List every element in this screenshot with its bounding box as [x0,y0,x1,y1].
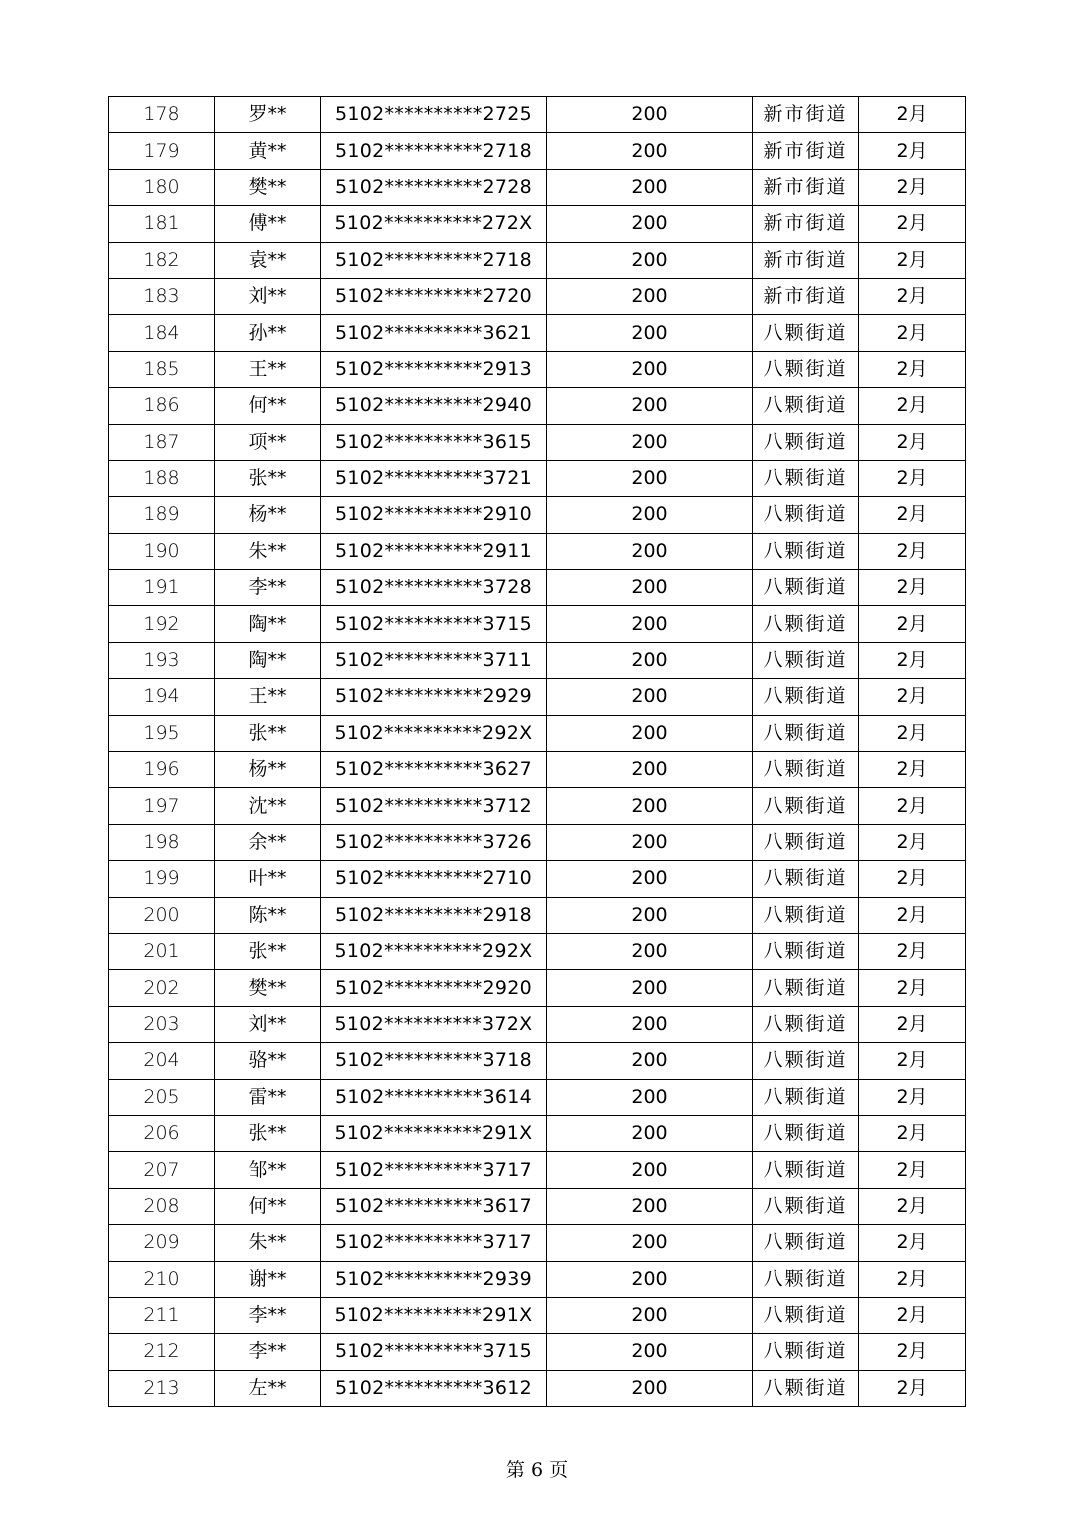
page-number: 第 6 页 [505,1459,569,1481]
month-cell: 2月 [859,533,966,569]
id-number-cell: 5102**********3726 [321,824,547,860]
row-number-cell: 207 [109,1152,215,1188]
table-row [109,1152,966,1188]
row-number-cell: 181 [109,206,215,242]
row-number-cell: 184 [109,315,215,351]
month-cell: 2月 [859,752,966,788]
row-number-cell: 183 [109,278,215,314]
table-row [109,970,966,1006]
street-cell: 八颗街道 [753,824,859,860]
id-number-cell: 5102**********3717 [321,1225,547,1261]
amount-cell: 200 [547,1152,753,1188]
amount-cell: 200 [547,1043,753,1079]
table-row [109,1225,966,1261]
id-number-cell: 5102**********292X [321,933,547,969]
table-row [109,278,966,314]
month-cell: 2月 [859,1334,966,1370]
row-number-cell: 182 [109,242,215,278]
amount-cell: 200 [547,897,753,933]
month-cell: 2月 [859,861,966,897]
street-cell: 八颗街道 [753,970,859,1006]
table-row [109,1115,966,1151]
month-cell: 2月 [859,351,966,387]
row-number-cell: 191 [109,570,215,606]
street-cell: 八颗街道 [753,1370,859,1406]
name-cell: 陈** [215,897,321,933]
month-cell: 2月 [859,206,966,242]
table-row [109,533,966,569]
name-cell: 孙** [215,315,321,351]
name-cell: 刘** [215,1006,321,1042]
amount-cell: 200 [547,315,753,351]
street-cell: 八颗街道 [753,1261,859,1297]
name-cell: 袁** [215,242,321,278]
table-row [109,424,966,460]
name-cell: 张** [215,933,321,969]
table-row [109,1079,966,1115]
street-cell: 八颗街道 [753,715,859,751]
id-number-cell: 5102**********2720 [321,278,547,314]
name-cell: 陶** [215,606,321,642]
id-number-cell: 5102**********3711 [321,642,547,678]
street-cell: 八颗街道 [753,424,859,460]
street-cell: 八颗街道 [753,933,859,969]
name-cell: 雷** [215,1079,321,1115]
id-number-cell: 5102**********372X [321,1006,547,1042]
id-number-cell: 5102**********291X [321,1115,547,1151]
table-row [109,1261,966,1297]
month-cell: 2月 [859,133,966,169]
street-cell: 八颗街道 [753,679,859,715]
row-number-cell: 192 [109,606,215,642]
month-cell: 2月 [859,242,966,278]
row-number-cell: 198 [109,824,215,860]
street-cell: 八颗街道 [753,1188,859,1224]
id-number-cell: 5102**********2918 [321,897,547,933]
month-cell: 2月 [859,315,966,351]
street-cell: 八颗街道 [753,606,859,642]
id-number-cell: 5102**********2911 [321,533,547,569]
name-cell: 张** [215,1115,321,1151]
row-number-cell: 209 [109,1225,215,1261]
id-number-cell: 5102**********3617 [321,1188,547,1224]
id-number-cell: 5102**********291X [321,1297,547,1333]
street-cell: 新市街道 [753,242,859,278]
amount-cell: 200 [547,642,753,678]
amount-cell: 200 [547,1297,753,1333]
amount-cell: 200 [547,460,753,496]
name-cell: 何** [215,1188,321,1224]
row-number-cell: 196 [109,752,215,788]
month-cell: 2月 [859,1297,966,1333]
id-number-cell: 5102**********3615 [321,424,547,460]
street-cell: 八颗街道 [753,1225,859,1261]
table-row [109,460,966,496]
month-cell: 2月 [859,1006,966,1042]
amount-cell: 200 [547,933,753,969]
id-number-cell: 5102**********3621 [321,315,547,351]
month-cell: 2月 [859,715,966,751]
street-cell: 新市街道 [753,97,859,133]
street-cell: 新市街道 [753,206,859,242]
id-number-cell: 5102**********2728 [321,169,547,205]
month-cell: 2月 [859,679,966,715]
id-number-cell: 5102**********3715 [321,606,547,642]
row-number-cell: 178 [109,97,215,133]
name-cell: 朱** [215,1225,321,1261]
row-number-cell: 194 [109,679,215,715]
table-row [109,169,966,205]
name-cell: 黄** [215,133,321,169]
amount-cell: 200 [547,1006,753,1042]
row-number-cell: 179 [109,133,215,169]
table-row [109,351,966,387]
table-row [109,388,966,424]
street-cell: 八颗街道 [753,497,859,533]
id-number-cell: 5102**********3712 [321,788,547,824]
name-cell: 邹** [215,1152,321,1188]
amount-cell: 200 [547,278,753,314]
name-cell: 杨** [215,752,321,788]
table-row [109,715,966,751]
month-cell: 2月 [859,1188,966,1224]
street-cell: 新市街道 [753,133,859,169]
row-number-cell: 187 [109,424,215,460]
street-cell: 八颗街道 [753,1079,859,1115]
amount-cell: 200 [547,497,753,533]
row-number-cell: 186 [109,388,215,424]
name-cell: 刘** [215,278,321,314]
street-cell: 新市街道 [753,169,859,205]
row-number-cell: 211 [109,1297,215,1333]
street-cell: 八颗街道 [753,351,859,387]
month-cell: 2月 [859,788,966,824]
street-cell: 八颗街道 [753,1297,859,1333]
id-number-cell: 5102**********3715 [321,1334,547,1370]
street-cell: 八颗街道 [753,752,859,788]
row-number-cell: 208 [109,1188,215,1224]
row-number-cell: 202 [109,970,215,1006]
amount-cell: 200 [547,606,753,642]
table-row [109,606,966,642]
name-cell: 傅** [215,206,321,242]
name-cell: 谢** [215,1261,321,1297]
amount-cell: 200 [547,752,753,788]
month-cell: 2月 [859,169,966,205]
id-number-cell: 5102**********3612 [321,1370,547,1406]
row-number-cell: 190 [109,533,215,569]
table-row [109,1043,966,1079]
row-number-cell: 205 [109,1079,215,1115]
id-number-cell: 5102**********3627 [321,752,547,788]
row-number-cell: 180 [109,169,215,205]
id-number-cell: 5102**********2940 [321,388,547,424]
row-number-cell: 213 [109,1370,215,1406]
name-cell: 杨** [215,497,321,533]
row-number-cell: 197 [109,788,215,824]
table-row [109,133,966,169]
name-cell: 项** [215,424,321,460]
name-cell: 樊** [215,970,321,1006]
amount-cell: 200 [547,1261,753,1297]
amount-cell: 200 [547,1115,753,1151]
street-cell: 八颗街道 [753,1006,859,1042]
name-cell: 王** [215,679,321,715]
month-cell: 2月 [859,278,966,314]
month-cell: 2月 [859,497,966,533]
street-cell: 八颗街道 [753,570,859,606]
amount-cell: 200 [547,533,753,569]
street-cell: 八颗街道 [753,861,859,897]
table-row [109,861,966,897]
subsidy-list-table [108,96,966,1407]
month-cell: 2月 [859,388,966,424]
month-cell: 2月 [859,1079,966,1115]
table-row [109,570,966,606]
month-cell: 2月 [859,1152,966,1188]
amount-cell: 200 [547,861,753,897]
name-cell: 张** [215,715,321,751]
amount-cell: 200 [547,133,753,169]
name-cell: 王** [215,351,321,387]
month-cell: 2月 [859,570,966,606]
month-cell: 2月 [859,1261,966,1297]
id-number-cell: 5102**********2939 [321,1261,547,1297]
street-cell: 八颗街道 [753,460,859,496]
name-cell: 李** [215,570,321,606]
month-cell: 2月 [859,606,966,642]
street-cell: 八颗街道 [753,897,859,933]
street-cell: 八颗街道 [753,642,859,678]
amount-cell: 200 [547,351,753,387]
row-number-cell: 195 [109,715,215,751]
id-number-cell: 5102**********2920 [321,970,547,1006]
row-number-cell: 204 [109,1043,215,1079]
amount-cell: 200 [547,1225,753,1261]
name-cell: 樊** [215,169,321,205]
id-number-cell: 5102**********3718 [321,1043,547,1079]
month-cell: 2月 [859,642,966,678]
table-row [109,1370,966,1406]
month-cell: 2月 [859,460,966,496]
row-number-cell: 201 [109,933,215,969]
row-number-cell: 193 [109,642,215,678]
amount-cell: 200 [547,388,753,424]
row-number-cell: 188 [109,460,215,496]
name-cell: 沈** [215,788,321,824]
table-row [109,679,966,715]
table-row [109,752,966,788]
id-number-cell: 5102**********3728 [321,570,547,606]
month-cell: 2月 [859,424,966,460]
row-number-cell: 200 [109,897,215,933]
table-row [109,824,966,860]
month-cell: 2月 [859,970,966,1006]
table-row [109,97,966,133]
month-cell: 2月 [859,824,966,860]
table-row [109,1334,966,1370]
street-cell: 八颗街道 [753,1334,859,1370]
table-row [109,497,966,533]
id-number-cell: 5102**********2710 [321,861,547,897]
amount-cell: 200 [547,1188,753,1224]
amount-cell: 200 [547,424,753,460]
street-cell: 八颗街道 [753,315,859,351]
name-cell: 陶** [215,642,321,678]
month-cell: 2月 [859,97,966,133]
amount-cell: 200 [547,679,753,715]
month-cell: 2月 [859,1225,966,1261]
id-number-cell: 5102**********2929 [321,679,547,715]
amount-cell: 200 [547,1334,753,1370]
id-number-cell: 5102**********2718 [321,242,547,278]
row-number-cell: 206 [109,1115,215,1151]
amount-cell: 200 [547,169,753,205]
row-number-cell: 212 [109,1334,215,1370]
month-cell: 2月 [859,1370,966,1406]
name-cell: 张** [215,460,321,496]
name-cell: 罗** [215,97,321,133]
table-row [109,1188,966,1224]
amount-cell: 200 [547,1370,753,1406]
table-row [109,788,966,824]
table-row [109,897,966,933]
row-number-cell: 189 [109,497,215,533]
street-cell: 八颗街道 [753,388,859,424]
id-number-cell: 5102**********2910 [321,497,547,533]
row-number-cell: 203 [109,1006,215,1042]
street-cell: 八颗街道 [753,1115,859,1151]
month-cell: 2月 [859,933,966,969]
month-cell: 2月 [859,897,966,933]
amount-cell: 200 [547,788,753,824]
name-cell: 李** [215,1334,321,1370]
table-row [109,642,966,678]
name-cell: 李** [215,1297,321,1333]
amount-cell: 200 [547,715,753,751]
street-cell: 八颗街道 [753,1043,859,1079]
name-cell: 朱** [215,533,321,569]
name-cell: 叶** [215,861,321,897]
row-number-cell: 199 [109,861,215,897]
amount-cell: 200 [547,570,753,606]
street-cell: 八颗街道 [753,788,859,824]
street-cell: 八颗街道 [753,1152,859,1188]
table-row [109,206,966,242]
table-row [109,1297,966,1333]
name-cell: 左** [215,1370,321,1406]
table-body [109,97,966,1407]
amount-cell: 200 [547,242,753,278]
id-number-cell: 5102**********2725 [321,97,547,133]
table-row [109,933,966,969]
street-cell: 八颗街道 [753,533,859,569]
row-number-cell: 185 [109,351,215,387]
id-number-cell: 5102**********3614 [321,1079,547,1115]
table-row [109,315,966,351]
name-cell: 骆** [215,1043,321,1079]
id-number-cell: 5102**********2913 [321,351,547,387]
id-number-cell: 5102**********3721 [321,460,547,496]
table-row [109,1006,966,1042]
id-number-cell: 5102**********3717 [321,1152,547,1188]
amount-cell: 200 [547,824,753,860]
amount-cell: 200 [547,970,753,1006]
name-cell: 何** [215,388,321,424]
amount-cell: 200 [547,97,753,133]
row-number-cell: 210 [109,1261,215,1297]
amount-cell: 200 [547,206,753,242]
id-number-cell: 5102**********272X [321,206,547,242]
street-cell: 新市街道 [753,278,859,314]
amount-cell: 200 [547,1079,753,1115]
id-number-cell: 5102**********2718 [321,133,547,169]
id-number-cell: 5102**********292X [321,715,547,751]
month-cell: 2月 [859,1043,966,1079]
table-row [109,242,966,278]
name-cell: 余** [215,824,321,860]
month-cell: 2月 [859,1115,966,1151]
